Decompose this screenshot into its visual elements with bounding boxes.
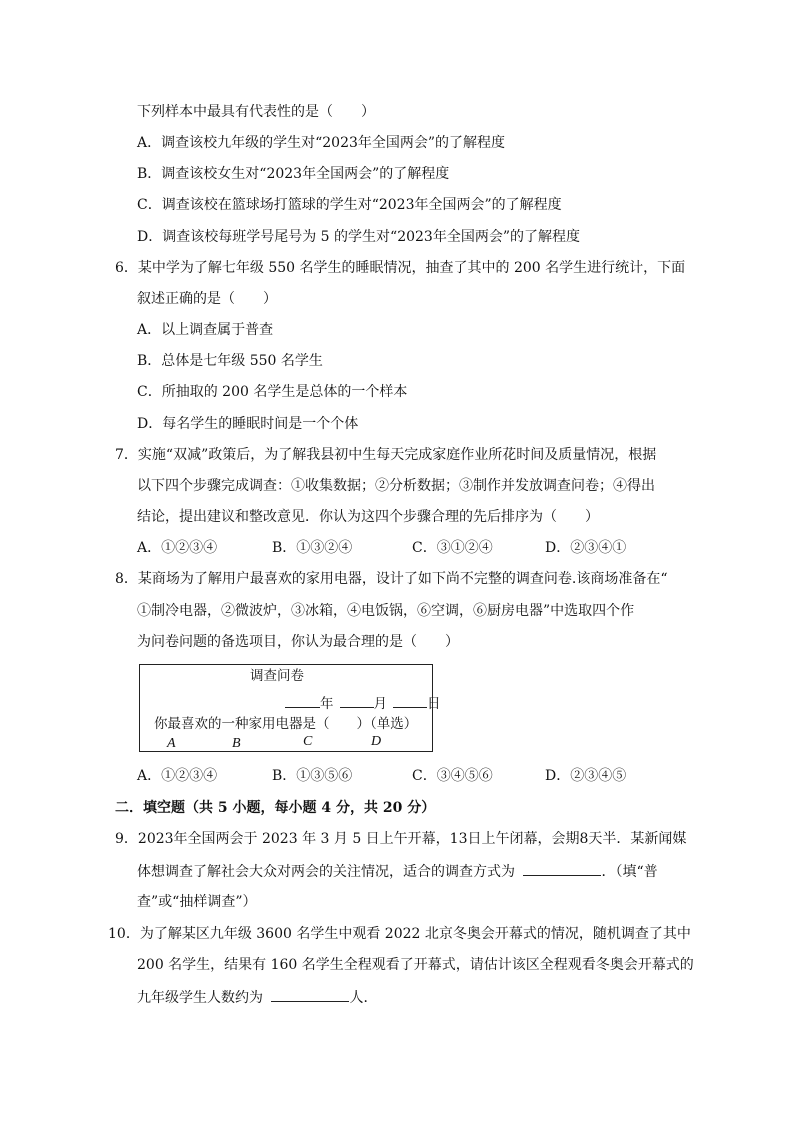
q10-stem-line3: [137, 987, 377, 1008]
q7-stem-line2: 以下四个步骤完成调查：①收集数据；②分析数据；③制作并发放调查问卷；④得出: [137, 478, 655, 494]
day-blank: [393, 693, 427, 708]
q8-option-d: D．②③④⑤: [545, 768, 627, 784]
q6-option-d: D．每名学生的睡眠时间是一个个体: [137, 416, 359, 432]
q7-option-a: A．①②③④: [137, 540, 218, 556]
q8-stem-line2: ①制冷电器，②微波炉，③冰箱，④电饭锅，⑥空调，⑥厨房电器”中选取四个作: [137, 603, 635, 619]
q8-option-c: C．③④⑤⑥: [412, 768, 493, 784]
q5-option-c: C．调查该校在篮球场打篮球的学生对“2023年全国两会”的了解程度: [137, 197, 562, 213]
q6-option-c: C．所抽取的 200 名学生是总体的一个样本: [137, 384, 408, 400]
questionnaire-choice-d: D: [371, 734, 382, 749]
q10-stem-line2: 200 名学生，结果有 160 名学生全程观看了开幕式，请估计该区全程观看冬奥会开幕式的: [137, 957, 694, 973]
q8-option-a: A．①②③④: [137, 768, 218, 784]
q10-stem-line1: 10．为了解某区九年级 3600 名学生中观看 2022 北京冬奥会开幕式的情况，随机调查了其中: [108, 926, 691, 942]
q7-option-d: D．②③④①: [545, 540, 627, 556]
q9-stem-line3: 查”或“抽样调查”）: [137, 894, 257, 910]
q8-stem-line1: 8．某商场为了解用户最喜欢的家用电器，设计了如下尚不完整的调查问卷.该商场准备在“: [115, 571, 668, 587]
questionnaire-choice-a: A: [167, 736, 176, 751]
q5-option-a: A．调查该校九年级的学生对“2023年全国两会”的了解程度: [137, 135, 506, 151]
q7-option-b: B．①③②④: [272, 540, 353, 556]
q7-stem-line3: 结论，提出建议和整改意见．你认为这四个步骤合理的先后排序为（ ）: [137, 509, 599, 525]
q7-stem-line1: 7．实施“双减”政策后，为了解我县初中生每天完成家庭作业所花时间及质量情况，根据: [115, 447, 657, 463]
q5-stem: 下列样本中最具有代表性的是（ ）: [137, 104, 375, 120]
day-label: 日: [427, 696, 441, 712]
section-heading-fill-in: 二．填空题（共 5 小题，每小题 4 分，共 20 分）: [115, 800, 436, 816]
q10-answer-blank[interactable]: [271, 987, 349, 1002]
questionnaire-date: [285, 693, 441, 713]
q5-option-d: D．调查该校每班学号尾号为 5 的学生对“2023年全国两会”的了解程度: [137, 229, 580, 245]
q9-stem-line1: 9．2023年全国两会于 2023 年 3 月 5 日上午开幕，13日上午闭幕，会期8天半．某新闻媒: [115, 831, 687, 847]
month-label: 月: [373, 696, 387, 712]
q6-option-b: B．总体是七年级 550 名学生: [137, 353, 323, 369]
questionnaire-title: 调查问卷: [250, 668, 304, 684]
q9-stem-line2: [137, 861, 658, 882]
questionnaire-choice-c: C: [303, 734, 313, 749]
year-blank: [285, 693, 320, 708]
q9-stem-line2-text: 体想调查了解社会大众对两会的关注情况，适合的调查方式为: [137, 864, 515, 880]
q9-answer-blank[interactable]: [523, 861, 601, 876]
q6-stem-line1: 6．某中学为了解七年级 550 名学生的睡眠情况，抽查了其中的 200 名学生进行统计，下面: [115, 260, 686, 276]
year-label: 年: [320, 696, 334, 712]
q8-option-b: B．①③⑤⑥: [272, 768, 353, 784]
questionnaire-choice-b: B: [232, 736, 241, 751]
q8-stem-line3: 为问卷问题的备选项目，你认为最合理的是（ ）: [137, 634, 459, 650]
q5-option-b: B．调查该校女生对“2023年全国两会”的了解程度: [137, 166, 450, 182]
q6-option-a: A．以上调查属于普查: [137, 322, 274, 338]
questionnaire-box: [139, 664, 441, 752]
questionnaire-question: 你最喜欢的一种家用电器是（ ）（单选）: [154, 716, 418, 732]
month-blank: [340, 693, 374, 708]
q10-stem-line3-text: 九年级学生人数约为: [137, 990, 263, 1006]
q10-stem-line3-tail: 人．: [349, 990, 378, 1006]
q7-option-c: C．③①②④: [412, 540, 493, 556]
q9-stem-line2-tail: ．（填“普: [601, 864, 658, 880]
q6-stem-line2: 叙述正确的是（ ）: [137, 291, 277, 307]
